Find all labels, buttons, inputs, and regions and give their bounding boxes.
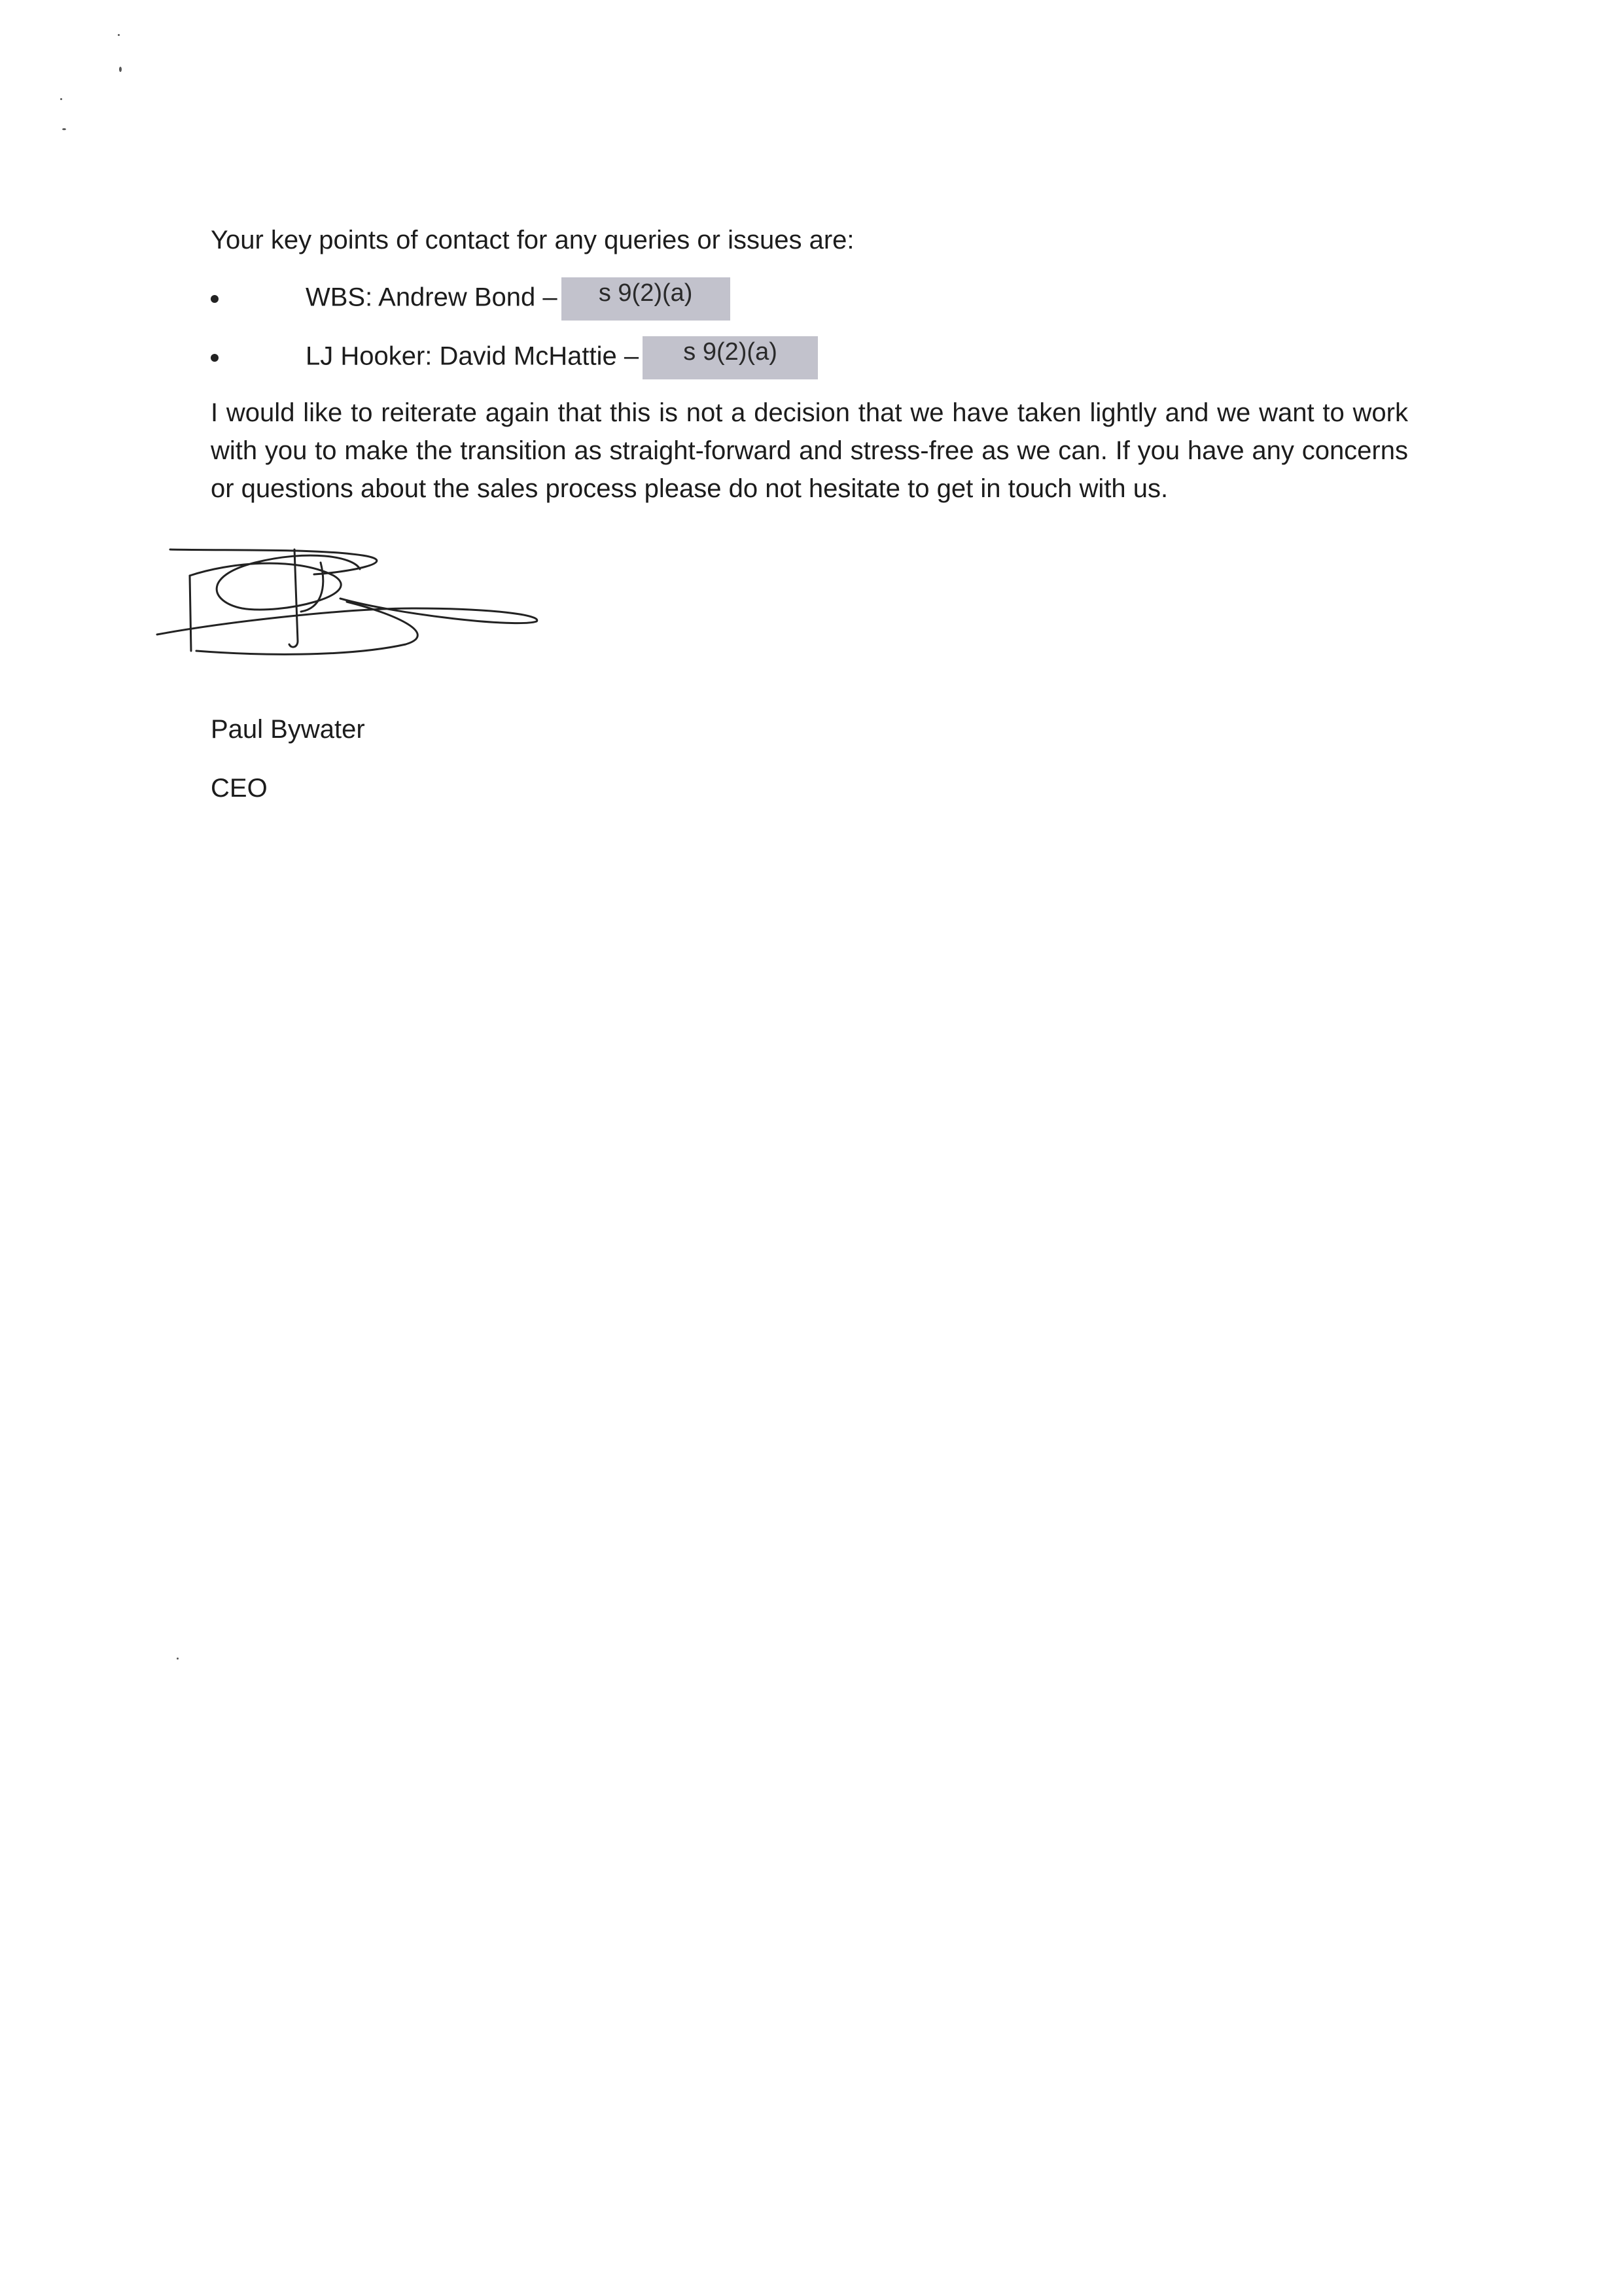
- contact-list: [211, 270, 1408, 387]
- list-item: [211, 328, 1408, 387]
- signature-image: [150, 536, 543, 667]
- scan-speck: [177, 1658, 179, 1660]
- contacts-intro: Your key points of contact for any queries or issues are:: [211, 226, 855, 254]
- closing-paragraph: I would like to reiterate again that this is not a decision that we have taken lightly and we want to work with you to make the transition as straight-forward and stress-free as we can. If you have any concerns or questions about the sales process please do not hesitate to get in touch with us.: [211, 398, 1408, 503]
- contact-name: LJ Hooker: David McHattie –: [306, 341, 639, 371]
- scan-speck: [62, 128, 66, 130]
- bullet-icon: [211, 295, 219, 303]
- contact-label: [306, 277, 730, 321]
- contact-label: [306, 336, 818, 379]
- redaction-box: s 9(2)(a): [643, 336, 818, 379]
- redaction-box: s 9(2)(a): [561, 277, 730, 321]
- list-item: [211, 270, 1408, 328]
- scan-speck: [118, 34, 120, 36]
- letter-body: [211, 221, 1408, 508]
- signatory-name: Paul Bywater: [211, 715, 365, 744]
- scan-speck: [60, 98, 62, 100]
- signatory-title: CEO: [211, 774, 268, 803]
- contact-name: WBS: Andrew Bond –: [306, 283, 557, 312]
- bullet-icon: [211, 354, 219, 362]
- scan-speck: [119, 67, 122, 72]
